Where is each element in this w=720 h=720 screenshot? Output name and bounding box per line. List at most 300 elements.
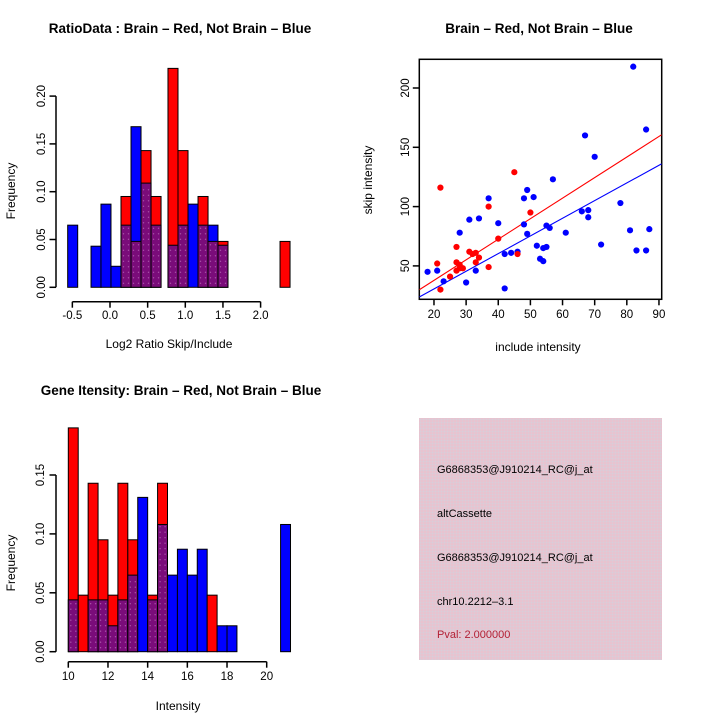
stipple-dot	[115, 642, 116, 643]
stipple-dot	[130, 620, 131, 621]
histogram-overlap-bar	[98, 600, 108, 652]
stipple-dot	[120, 625, 121, 626]
stipple-dot	[95, 647, 96, 648]
stipple-dot	[154, 614, 155, 615]
stipple-dot	[154, 620, 155, 621]
histogram-bar	[168, 575, 178, 652]
histogram-overlap-bar	[131, 241, 141, 287]
scatter-point-blue	[543, 244, 549, 250]
stipple-dot	[143, 261, 144, 262]
stipple-dot	[120, 620, 121, 621]
stipple-dot	[128, 244, 129, 245]
histogram-bar	[281, 524, 291, 651]
scatter-point-red	[476, 254, 482, 260]
stipple-dot	[148, 239, 149, 240]
stipple-dot	[148, 266, 149, 267]
stipple-dot	[200, 250, 201, 251]
stipple-dot	[164, 559, 165, 560]
stipple-dot	[143, 233, 144, 234]
stipple-dot	[130, 581, 131, 582]
scatter-point-red	[495, 236, 501, 242]
stipple-dot	[138, 283, 139, 284]
stipple-dot	[138, 244, 139, 245]
histogram-bar	[177, 549, 187, 651]
x-tick-label: -0.5	[62, 310, 83, 322]
histogram-bar	[187, 575, 197, 652]
stipple-dot	[148, 228, 149, 229]
stipple-dot	[185, 233, 186, 234]
stipple-dot	[138, 277, 139, 278]
stipple-dot	[200, 277, 201, 278]
scatter-point-blue	[547, 225, 553, 231]
stipple-dot	[120, 631, 121, 632]
stipple-dot	[75, 603, 76, 604]
stipple-dot	[128, 228, 129, 229]
stipple-dot	[100, 636, 101, 637]
histogram-overlap-bar	[198, 225, 208, 287]
stipple-dot	[133, 261, 134, 262]
stipple-dot	[158, 233, 159, 234]
stipple-dot	[159, 532, 160, 533]
histogram-overlap-bar	[178, 225, 188, 287]
stipple-dot	[123, 244, 124, 245]
stipple-dot	[164, 636, 165, 637]
stipple-dot	[180, 266, 181, 267]
stipple-dot	[75, 609, 76, 610]
locus-text: chr10.2212–3.1	[437, 596, 514, 608]
panel-title: RatioData : Brain – Red, Not Brain – Blue	[48, 21, 312, 36]
stipple-dot	[185, 266, 186, 267]
stipple-dot	[164, 609, 165, 610]
stipple-dot	[200, 261, 201, 262]
y-tick-label: 0.10	[36, 180, 48, 203]
stipple-dot	[149, 609, 150, 610]
stipple-dot	[123, 239, 124, 240]
scatter-point-blue	[463, 279, 469, 285]
stipple-dot	[123, 272, 124, 273]
stipple-dot	[180, 228, 181, 229]
stipple-dot	[143, 217, 144, 218]
stipple-dot	[135, 631, 136, 632]
stipple-dot	[90, 603, 91, 604]
stipple-dot	[135, 603, 136, 604]
stipple-dot	[128, 233, 129, 234]
histogram-overlap-bar	[168, 245, 178, 287]
stipple-dot	[159, 587, 160, 588]
stipple-dot	[130, 631, 131, 632]
stipple-dot	[125, 647, 126, 648]
scatter-point-blue	[646, 226, 652, 232]
stipple-dot	[130, 598, 131, 599]
stipple-dot	[164, 620, 165, 621]
stipple-dot	[164, 548, 165, 549]
stipple-dot	[133, 244, 134, 245]
stipple-dot	[70, 614, 71, 615]
stipple-dot	[154, 603, 155, 604]
stipple-dot	[164, 625, 165, 626]
stipple-dot	[200, 244, 201, 245]
stipple-dot	[170, 255, 171, 256]
stipple-dot	[158, 255, 159, 256]
stipple-dot	[130, 625, 131, 626]
stipple-dot	[153, 228, 154, 229]
stipple-dot	[143, 206, 144, 207]
y-tick-label: 0.15	[36, 132, 48, 156]
stipple-dot	[135, 614, 136, 615]
stipple-dot	[180, 261, 181, 262]
stipple-dot	[205, 277, 206, 278]
stipple-dot	[135, 592, 136, 593]
y-tick-label: 50	[400, 259, 412, 273]
scatter-point-red	[486, 204, 492, 210]
stipple-dot	[154, 625, 155, 626]
stipple-dot	[120, 647, 121, 648]
stipple-dot	[205, 261, 206, 262]
stipple-dot	[90, 620, 91, 621]
stipple-dot	[95, 620, 96, 621]
scatter-point-red	[453, 244, 459, 250]
histogram-overlap-bar	[148, 600, 158, 652]
stipple-dot	[164, 642, 165, 643]
stipple-dot	[215, 244, 216, 245]
stipple-dot	[180, 255, 181, 256]
scatter-point-red	[434, 260, 440, 266]
stipple-dot	[225, 277, 226, 278]
intensity-scatter-panel	[361, 21, 665, 354]
stipple-dot	[200, 239, 201, 240]
stipple-dot	[164, 603, 165, 604]
stipple-dot	[225, 250, 226, 251]
stipple-dot	[135, 587, 136, 588]
x-tick-label: 10	[61, 671, 75, 683]
stipple-dot	[215, 266, 216, 267]
stipple-dot	[123, 283, 124, 284]
stipple-dot	[220, 266, 221, 267]
stipple-dot	[220, 272, 221, 273]
stipple-dot	[148, 272, 149, 273]
stipple-dot	[70, 625, 71, 626]
scatter-point-blue	[521, 195, 527, 201]
stipple-dot	[185, 255, 186, 256]
stipple-dot	[153, 266, 154, 267]
stipple-dot	[158, 239, 159, 240]
histogram-bar	[197, 549, 207, 651]
x-tick-label: 70	[588, 309, 602, 321]
scatter-point-blue	[540, 258, 546, 264]
stipple-dot	[143, 283, 144, 284]
scatter-point-blue	[598, 241, 604, 247]
histogram-bar	[68, 225, 78, 287]
pval-text: Pval: 2.000000	[437, 629, 511, 641]
stipple-dot	[70, 620, 71, 621]
stipple-dot	[220, 250, 221, 251]
stipple-dot	[153, 250, 154, 251]
stipple-dot	[95, 625, 96, 626]
histogram-bar	[188, 204, 198, 287]
x-tick-label: 20	[427, 309, 441, 321]
stipple-dot	[130, 603, 131, 604]
stipple-dot	[128, 266, 129, 267]
scatter-point-red	[514, 251, 520, 257]
probe-id-text-2: G6868353@J910214_RC@j_at	[437, 552, 593, 564]
stipple-dot	[70, 636, 71, 637]
stipple-dot	[100, 625, 101, 626]
histogram-overlap-bar	[151, 225, 161, 287]
stipple-dot	[153, 283, 154, 284]
stipple-dot	[149, 647, 150, 648]
stipple-dot	[175, 283, 176, 284]
stipple-dot	[159, 526, 160, 527]
stipple-dot	[135, 598, 136, 599]
stipple-dot	[130, 587, 131, 588]
stipple-dot	[133, 266, 134, 267]
stipple-dot	[154, 647, 155, 648]
stipple-dot	[210, 244, 211, 245]
stipple-dot	[225, 255, 226, 256]
stipple-dot	[175, 272, 176, 273]
stipple-dot	[149, 603, 150, 604]
stipple-dot	[100, 603, 101, 604]
stipple-dot	[170, 272, 171, 273]
stipple-dot	[164, 587, 165, 588]
scatter-point-blue	[534, 243, 540, 249]
stipple-dot	[115, 636, 116, 637]
stipple-dot	[200, 233, 201, 234]
stipple-dot	[90, 636, 91, 637]
stipple-dot	[220, 255, 221, 256]
stipple-dot	[200, 266, 201, 267]
info-panel	[419, 418, 662, 660]
scatter-point-red	[437, 185, 443, 191]
scatter-point-blue	[643, 126, 649, 132]
stipple-dot	[138, 272, 139, 273]
stipple-dot	[149, 614, 150, 615]
stipple-dot	[95, 631, 96, 632]
stipple-dot	[210, 277, 211, 278]
stipple-dot	[133, 277, 134, 278]
stipple-dot	[125, 631, 126, 632]
scatter-point-blue	[524, 231, 530, 237]
stipple-dot	[164, 537, 165, 538]
stipple-dot	[100, 614, 101, 615]
stipple-dot	[180, 239, 181, 240]
stipple-dot	[215, 272, 216, 273]
scatter-point-red	[437, 287, 443, 293]
stipple-dot	[159, 548, 160, 549]
stipple-dot	[164, 554, 165, 555]
stipple-dot	[125, 636, 126, 637]
x-axis-label: Log2 Ratio Skip/Include	[105, 337, 233, 351]
stipple-dot	[180, 277, 181, 278]
scatter-point-blue	[585, 214, 591, 220]
stipple-dot	[180, 272, 181, 273]
stipple-dot	[158, 250, 159, 251]
stipple-dot	[75, 647, 76, 648]
stipple-dot	[180, 244, 181, 245]
stipple-dot	[133, 250, 134, 251]
y-tick-label: 150	[400, 137, 412, 157]
stipple-dot	[149, 631, 150, 632]
stipple-dot	[90, 614, 91, 615]
stipple-dot	[149, 636, 150, 637]
stipple-dot	[148, 200, 149, 201]
histogram-bar	[227, 626, 237, 652]
stipple-dot	[110, 642, 111, 643]
stipple-dot	[143, 239, 144, 240]
stipple-dot	[220, 277, 221, 278]
stipple-dot	[220, 261, 221, 262]
y-axis-label: Frequency	[4, 534, 18, 592]
scatter-point-blue	[643, 247, 649, 253]
stipple-dot	[158, 244, 159, 245]
stipple-dot	[170, 250, 171, 251]
stipple-dot	[164, 576, 165, 577]
histogram-overlap-bar	[108, 626, 118, 652]
stipple-dot	[90, 631, 91, 632]
stipple-dot	[159, 642, 160, 643]
stipple-dot	[148, 211, 149, 212]
stipple-dot	[70, 603, 71, 604]
stipple-dot	[105, 625, 106, 626]
scatter-point-blue	[495, 220, 501, 226]
stipple-dot	[100, 609, 101, 610]
stipple-dot	[128, 255, 129, 256]
stipple-dot	[210, 266, 211, 267]
stipple-dot	[159, 576, 160, 577]
scatter-point-blue	[617, 200, 623, 206]
stipple-dot	[130, 614, 131, 615]
stipple-dot	[185, 277, 186, 278]
stipple-dot	[164, 631, 165, 632]
stipple-dot	[175, 277, 176, 278]
stipple-dot	[123, 255, 124, 256]
stipple-dot	[158, 266, 159, 267]
stipple-dot	[158, 261, 159, 262]
scatter-point-blue	[521, 221, 527, 227]
stipple-dot	[180, 233, 181, 234]
stipple-dot	[110, 631, 111, 632]
stipple-dot	[120, 614, 121, 615]
y-tick-label: 0.15	[35, 463, 47, 487]
histogram-overlap-bar	[128, 575, 138, 652]
x-tick-label: 60	[556, 309, 569, 321]
stipple-dot	[95, 614, 96, 615]
stipple-dot	[148, 261, 149, 262]
stipple-dot	[149, 642, 150, 643]
stipple-dot	[143, 211, 144, 212]
stipple-dot	[225, 272, 226, 273]
stipple-dot	[180, 283, 181, 284]
scatter-point-blue	[441, 278, 447, 284]
stipple-dot	[159, 636, 160, 637]
stipple-dot	[120, 603, 121, 604]
stipple-dot	[70, 642, 71, 643]
stipple-dot	[148, 244, 149, 245]
stipple-dot	[164, 532, 165, 533]
stipple-dot	[225, 266, 226, 267]
stipple-dot	[143, 266, 144, 267]
x-tick-label: 14	[141, 671, 155, 683]
stipple-dot	[158, 283, 159, 284]
stipple-dot	[185, 283, 186, 284]
stipple-dot	[133, 255, 134, 256]
event-type-text: altCassette	[437, 508, 493, 520]
stipple-dot	[115, 631, 116, 632]
stipple-dot	[110, 636, 111, 637]
y-axis-label: Frequency	[4, 162, 18, 220]
x-axis-label: include intensity	[495, 340, 581, 354]
stipple-dot	[153, 244, 154, 245]
stipple-dot	[130, 642, 131, 643]
x-tick-label: 40	[491, 309, 505, 321]
stipple-dot	[210, 261, 211, 262]
stipple-dot	[105, 603, 106, 604]
stipple-dot	[185, 272, 186, 273]
stipple-dot	[100, 631, 101, 632]
stipple-dot	[143, 200, 144, 201]
stipple-dot	[75, 625, 76, 626]
x-tick-label: 1.5	[214, 310, 231, 322]
histogram-bar	[280, 241, 290, 287]
stipple-dot	[159, 554, 160, 555]
stipple-dot	[200, 228, 201, 229]
x-tick-label: 12	[101, 671, 115, 683]
stipple-dot	[159, 647, 160, 648]
stipple-dot	[128, 272, 129, 273]
histogram-overlap-bar	[121, 225, 131, 287]
stipple-dot	[135, 620, 136, 621]
histogram-bar	[101, 204, 111, 287]
scatter-point-blue	[457, 230, 463, 236]
histogram-overlap-bar	[208, 241, 218, 287]
stipple-dot	[90, 625, 91, 626]
y-tick-label: 0.05	[36, 228, 48, 251]
stipple-dot	[205, 272, 206, 273]
stipple-dot	[105, 631, 106, 632]
panel-title: Gene Itensity: Brain – Red, Not Brain – Blue	[40, 383, 322, 398]
gene-intensity-histogram-panel	[4, 383, 322, 713]
stipple-dot	[143, 272, 144, 273]
scatter-point-blue	[424, 269, 430, 275]
stipple-dot	[205, 233, 206, 234]
stipple-dot	[158, 272, 159, 273]
stipple-dot	[130, 647, 131, 648]
stipple-dot	[154, 642, 155, 643]
stipple-dot	[164, 598, 165, 599]
stipple-dot	[123, 266, 124, 267]
stipple-dot	[133, 283, 134, 284]
stipple-dot	[143, 244, 144, 245]
stipple-dot	[105, 609, 106, 610]
stipple-dot	[148, 250, 149, 251]
scatter-point-blue	[630, 64, 636, 70]
stipple-dot	[128, 261, 129, 262]
stipple-dot	[123, 233, 124, 234]
stipple-dot	[75, 620, 76, 621]
stipple-dot	[164, 592, 165, 593]
stipple-dot	[128, 250, 129, 251]
stipple-dot	[159, 603, 160, 604]
stipple-dot	[123, 277, 124, 278]
stipple-dot	[164, 614, 165, 615]
stipple-dot	[135, 636, 136, 637]
stipple-dot	[185, 244, 186, 245]
stipple-dot	[159, 537, 160, 538]
stipple-dot	[159, 625, 160, 626]
stipple-dot	[175, 250, 176, 251]
stipple-dot	[205, 266, 206, 267]
stipple-dot	[170, 277, 171, 278]
